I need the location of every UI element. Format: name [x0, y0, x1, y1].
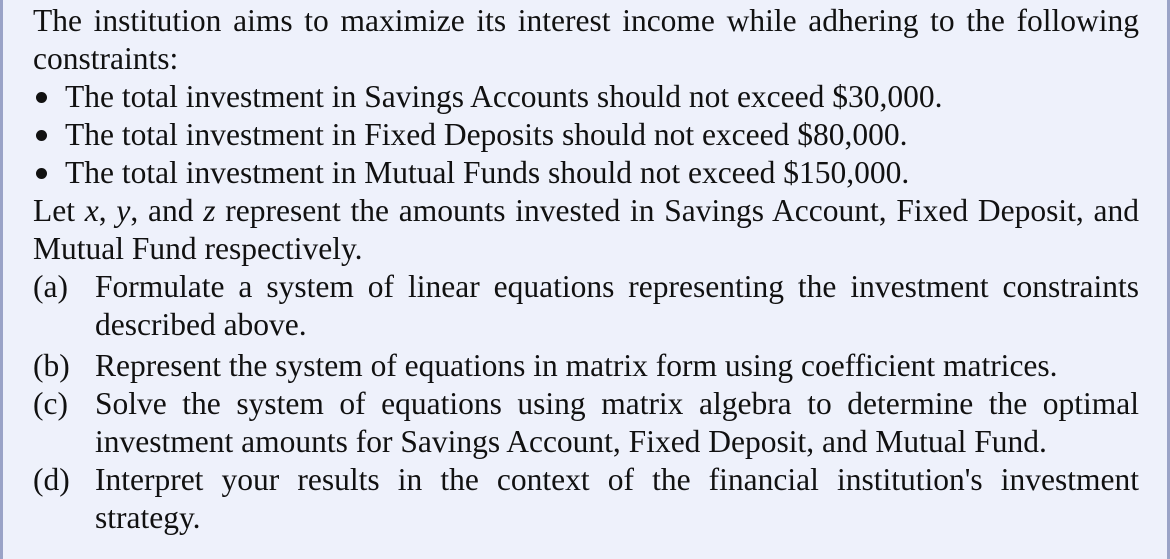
constraint-item	[33, 154, 1139, 192]
question-part-c	[33, 385, 1139, 461]
variables-suffix: represent the amounts invested in Savings Account, Fixed Deposit, and Mutual Fund respectively.	[33, 193, 1139, 266]
part-label: (b)	[33, 348, 70, 383]
variables-separator: ,	[98, 193, 117, 228]
part-text: Interpret your results in the context of the financial institution's investment strategy.	[95, 462, 1139, 535]
part-text: Formulate a system of linear equations representing the investment constraints described above.	[95, 269, 1139, 342]
variables-paragraph	[33, 192, 1139, 268]
question-part-d	[33, 461, 1139, 537]
part-label: (c)	[33, 386, 68, 421]
part-text: Represent the system of equations in matrix form using coefficient matrices.	[95, 348, 1058, 383]
question-part-a	[33, 268, 1139, 344]
bullet-icon	[36, 168, 47, 179]
constraint-list	[33, 78, 1139, 192]
constraint-text: The total investment in Fixed Deposits should not exceed $80,000.	[65, 117, 908, 152]
constraint-text: The total investment in Savings Accounts should not exceed $30,000.	[65, 79, 943, 114]
constraint-item	[33, 78, 1139, 116]
variable-z: z	[203, 193, 216, 228]
part-text: Solve the system of equations using matrix algebra to determine the optimal investment amounts for Savings Account, Fixed Deposit, and Mutual Fund.	[95, 386, 1139, 459]
variables-prefix: Let	[33, 193, 85, 228]
intro-paragraph: The institution aims to maximize its interest income while adhering to the following constraints:	[33, 3, 1139, 76]
bullet-icon	[36, 130, 47, 141]
part-label: (d)	[33, 462, 70, 497]
part-label: (a)	[33, 269, 68, 304]
constraint-text: The total investment in Mutual Funds should not exceed $150,000.	[65, 155, 910, 190]
bullet-icon	[36, 92, 47, 103]
constraint-item	[33, 116, 1139, 154]
variable-y: y	[116, 193, 131, 228]
variable-x: x	[84, 193, 99, 228]
question-part-b	[33, 347, 1139, 385]
variables-separator: , and	[130, 193, 204, 228]
question-parts	[33, 268, 1139, 537]
